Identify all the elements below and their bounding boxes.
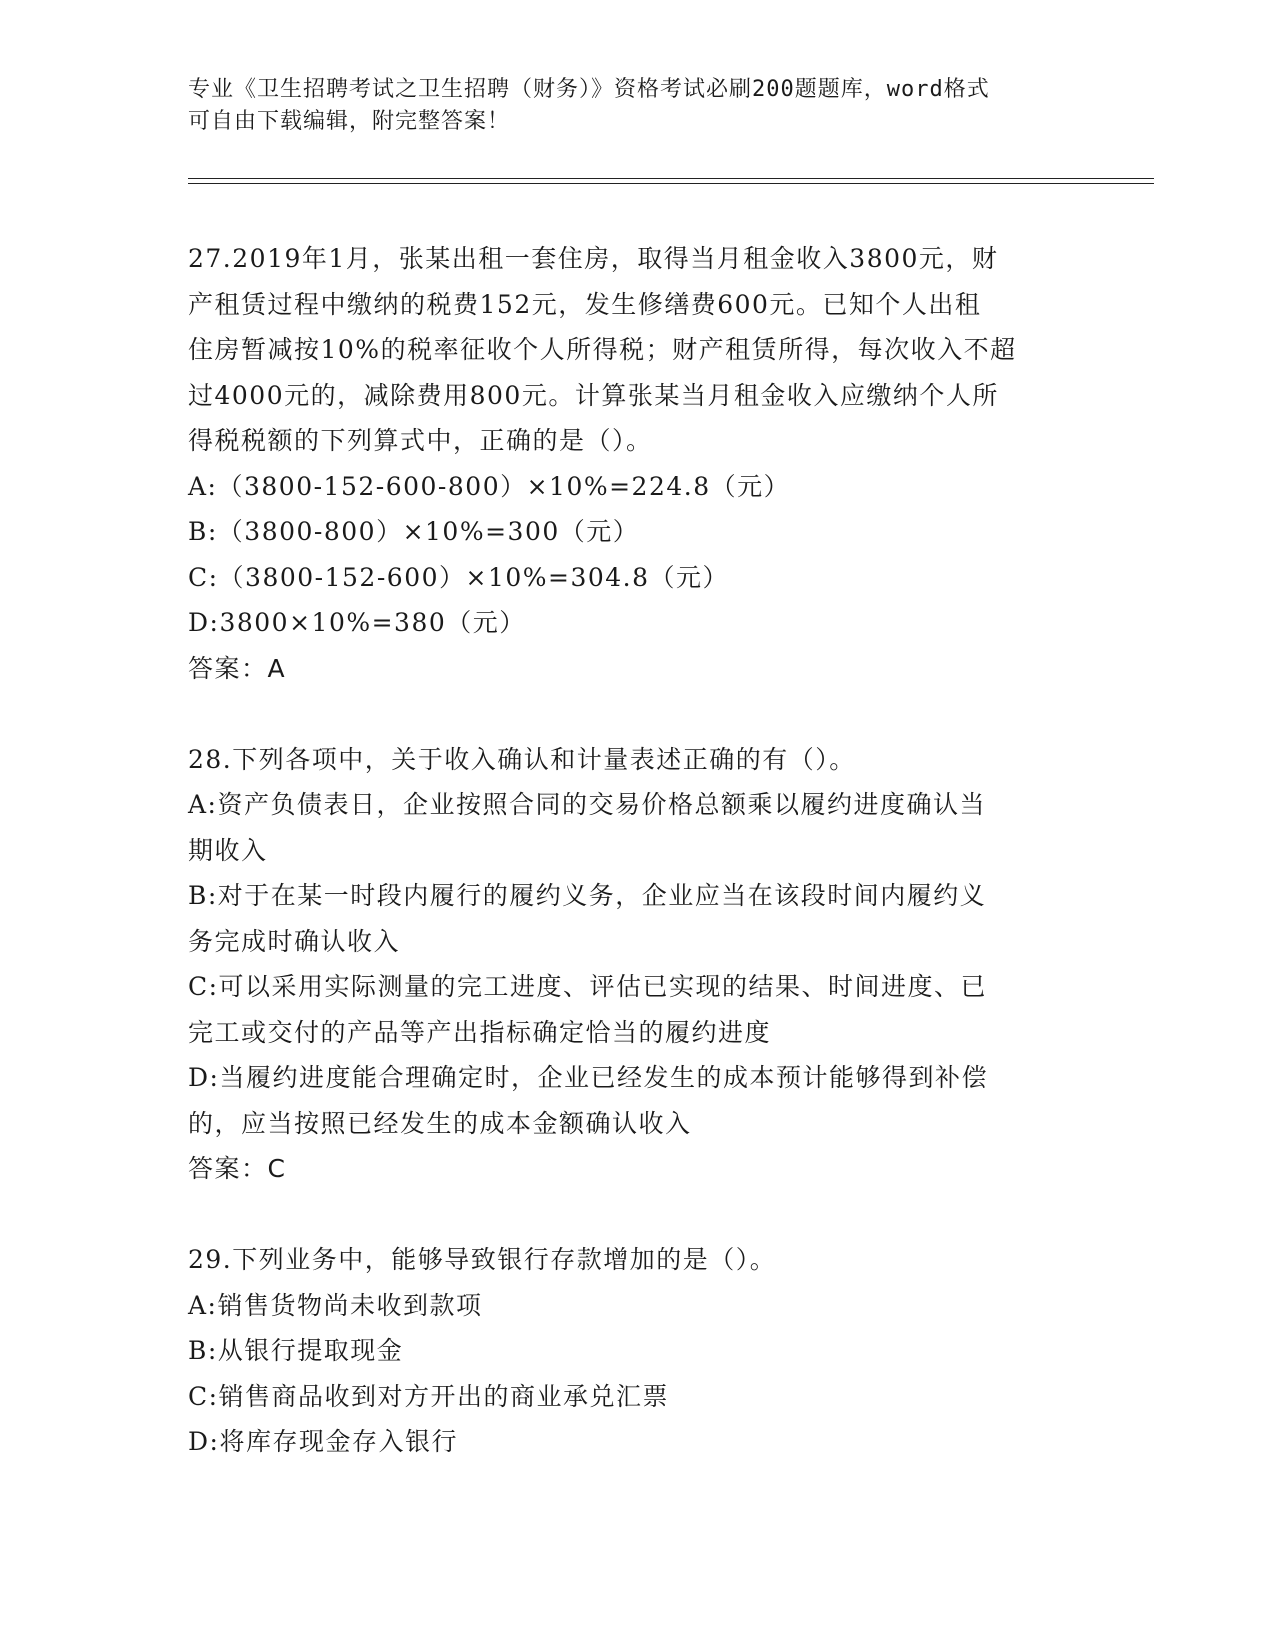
option-b: B:对于在某一时段内履行的履约义务，企业应当在该段时间内履约义 [188, 881, 987, 910]
option-a-continued: 期收入 [188, 835, 268, 865]
question-stem-line: 产租赁过程中缴纳的税费152元，发生修缮费600元。已知个人出租 [188, 289, 982, 319]
option-a: A:销售货物尚未收到款项 [188, 1290, 483, 1320]
option-d: D:3800×10%=380（元） [188, 608, 526, 637]
question-stem-line: 29.下列业务中，能够导致银行存款增加的是（）。 [188, 1245, 777, 1274]
question-stem-line: 得税税额的下列算式中，正确的是（）。 [188, 426, 653, 455]
question-stem-line: 住房暂减按10%的税率征收个人所得税；财产租赁所得，每次收入不超 [188, 335, 1017, 364]
answer-label: 答案：C [188, 1154, 287, 1183]
page-header [188, 74, 1088, 138]
question-27 [188, 236, 1088, 691]
answer-label: 答案：A [188, 653, 287, 683]
option-d-continued: 的，应当按照已经发生的成本金额确认收入 [188, 1108, 692, 1138]
header-title-line-2: 可自由下载编辑，附完整答案！ [188, 109, 511, 134]
header-divider-bottom [188, 183, 1154, 184]
option-d: D:当履约进度能合理确定时，企业已经发生的成本预计能够得到补偿 [188, 1063, 988, 1092]
option-a: A:资产负债表日，企业按照合同的交易价格总额乘以履约进度确认当 [188, 790, 986, 819]
question-stem-line: 过4000元的，减除费用800元。计算张某当月租金收入应缴纳个人所 [188, 380, 999, 410]
option-b: B:从银行提取现金 [188, 1336, 404, 1365]
header-divider-top [188, 178, 1154, 179]
question-stem-line: 28.下列各项中，关于收入确认和计量表述正确的有（）。 [188, 744, 856, 774]
option-c: C:销售商品收到对方开出的商业承兑汇票 [188, 1381, 670, 1411]
option-b: B:（3800-800）×10%=300（元） [188, 517, 640, 546]
question-29 [188, 1237, 1088, 1465]
option-c: C:可以采用实际测量的完工进度、评估已实现的结果、时间进度、已 [188, 972, 988, 1001]
question-list [188, 236, 1088, 1510]
option-d: D:将库存现金存入银行 [188, 1427, 458, 1456]
option-c: C:（3800-152-600）×10%=304.8（元） [188, 562, 730, 592]
option-a: A:（3800-152-600-800）×10%=224.8（元） [188, 471, 791, 501]
header-title-line-1: 专业《卫生招聘考试之卫生招聘（财务）》资格考试必刷200题题库，word格式 [188, 77, 990, 102]
question-28 [188, 737, 1088, 1192]
question-stem-line: 27.2019年1月，张某出租一套住房，取得当月租金收入3800元，财 [188, 244, 999, 273]
option-c-continued: 完工或交付的产品等产出指标确定恰当的履约进度 [188, 1017, 772, 1047]
option-b-continued: 务完成时确认收入 [188, 926, 401, 956]
